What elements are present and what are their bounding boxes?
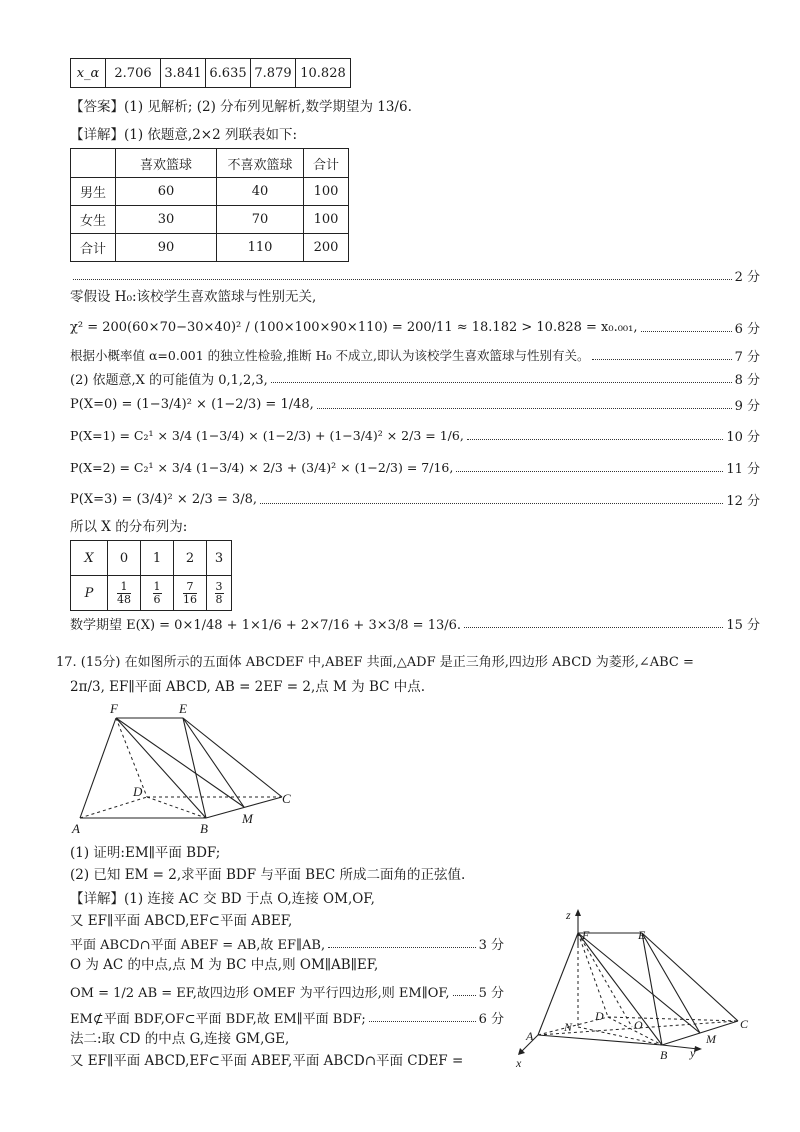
solution-line: 又 EF∥平面 ABCD,EF⊂平面 ABEF,平面 ABCD∩平面 CDEF = — [70, 1053, 464, 1069]
p3-line: P(X=3) = (3/4)² × 2/3 = 3/8, — [70, 491, 258, 507]
dist-x-value: 1 — [141, 541, 174, 576]
dot-leader — [73, 279, 732, 280]
conclusion-line: 根据小概率值 α=0.001 的独立性检验,推断 H₀ 不成立,即认为该校学生喜欢篮球与性别有关。 — [70, 348, 590, 363]
cont-cell: 90 — [116, 234, 217, 262]
fig1-label: B — [200, 821, 208, 836]
fig2-label: A — [526, 1029, 534, 1043]
crit-cell: 10.828 — [296, 59, 351, 88]
score-label: 5 分 — [478, 985, 504, 1001]
prob-fraction: $\frac{3}{8}$ — [215, 579, 223, 606]
solution-line: 【详解】(1) 连接 AC 交 BD 于点 O,连接 OM,OF, — [70, 891, 375, 907]
dot-leader — [592, 359, 731, 360]
cont-cell: 200 — [304, 234, 349, 262]
fig2-label: N — [564, 1020, 573, 1034]
cont-cell: 合计 — [71, 234, 116, 262]
fig1-label: F — [110, 701, 118, 716]
fig1-label: D — [133, 784, 143, 799]
cont-cell: 30 — [116, 206, 217, 234]
score-label: 3 分 — [478, 937, 504, 953]
cont-header: 不喜欢篮球 — [217, 149, 304, 178]
prob-fraction: $\frac{7}{16}$ — [183, 579, 197, 606]
dot-leader — [369, 1021, 476, 1022]
fig2-label: C — [740, 1017, 749, 1031]
p1-line: P(X=1) = C₂¹ × 3/4 (1−3/4) × (1−2/3) + (1−3/4)² × 2/3 = 1/6, — [70, 427, 464, 443]
fig1-label: A — [72, 821, 80, 836]
dot-leader — [641, 331, 732, 332]
contingency-table — [70, 148, 349, 262]
fig1-label: C — [282, 791, 291, 806]
distribution-table — [70, 540, 232, 611]
question-17-line2: 2π/3, EF∥平面 ABCD, AB = 2EF = 2,点 M 为 BC 中点. — [70, 679, 426, 695]
dist-intro: 所以 X 的分布列为: — [70, 519, 188, 535]
score-label: 9 分 — [734, 398, 760, 414]
fig2-label: z — [566, 908, 571, 922]
dot-leader — [328, 947, 475, 948]
solution-line: OM = 1/2 AB = EF,故四边形 OMEF 为平行四边形,则 EM∥OF, — [70, 985, 450, 1001]
score-row — [70, 488, 760, 510]
p0-line: P(X=0) = (1−3/4)² × (1−2/3) = 1/48, — [70, 396, 314, 412]
fig2-label: E — [638, 928, 646, 942]
null-hypothesis: 零假设 H₀:该校学生喜欢篮球与性别无关, — [70, 289, 317, 305]
fig2-label: x — [516, 1056, 522, 1070]
solution-line: 法二:取 CD 的中点 G,连接 GM,GE, — [70, 1031, 290, 1047]
p2-line: P(X=2) = C₂¹ × 3/4 (1−3/4) × 2/3 + (3/4)² × (1−2/3) = 7/16, — [70, 459, 454, 475]
part2-line: (2) 依题意,X 的可能值为 0,1,2,3, — [70, 372, 268, 388]
dot-leader — [271, 382, 732, 383]
dot-leader — [467, 439, 724, 440]
score-label: 7 分 — [734, 349, 760, 365]
fig1-label: M — [242, 811, 253, 826]
cont-header: 合计 — [304, 149, 349, 178]
score-label: 11 分 — [726, 461, 760, 477]
cont-cell: 男生 — [71, 178, 116, 206]
fig2-label: M — [706, 1032, 716, 1046]
dist-x-value: 0 — [108, 541, 141, 576]
cont-header: 喜欢篮球 — [116, 149, 217, 178]
score-row — [70, 264, 760, 286]
score-row — [70, 424, 760, 446]
score-label: 6 分 — [478, 1011, 504, 1027]
score-label: 15 分 — [726, 617, 760, 633]
question-17-part2: (2) 已知 EM = 2,求平面 BDF 与平面 BEC 所成二面角的正弦值. — [70, 867, 466, 883]
dist-x-label: X — [71, 541, 108, 576]
score-label: 6 分 — [734, 321, 760, 337]
fig2-label: O — [634, 1018, 643, 1032]
score-row — [70, 612, 760, 634]
solution-line: EM⊄平面 BDF,OF⊂平面 BDF,故 EM∥平面 BDF; — [70, 1011, 366, 1027]
solution-line: 又 EF∥平面 ABCD,EF⊂平面 ABEF, — [70, 913, 293, 929]
dot-leader — [456, 471, 723, 472]
fig2-label: y — [690, 1046, 696, 1060]
score-row — [70, 344, 760, 366]
prob-fraction: $\frac{1}{48}$ — [117, 579, 131, 606]
score-row — [70, 316, 760, 338]
dist-x-value: 2 — [174, 541, 207, 576]
question-17-part1: (1) 证明:EM∥平面 BDF; — [70, 845, 221, 861]
score-label: 10 分 — [726, 429, 760, 445]
dot-leader — [317, 408, 732, 409]
score-label: 8 分 — [734, 372, 760, 388]
dot-leader — [453, 995, 476, 996]
dist-p-label: P — [71, 576, 108, 611]
coordinate-figure — [510, 905, 760, 1070]
crit-cell: 7.879 — [251, 59, 296, 88]
fig2-label: F — [582, 928, 590, 942]
dist-x-value: 3 — [207, 541, 232, 576]
cont-cell: 60 — [116, 178, 217, 206]
cont-header — [71, 149, 116, 178]
score-label: 2 分 — [734, 269, 760, 285]
score-row — [70, 393, 760, 415]
fig1-label: E — [179, 701, 187, 716]
critical-value-table — [70, 58, 351, 88]
cont-cell: 40 — [217, 178, 304, 206]
cont-cell: 110 — [217, 234, 304, 262]
cont-cell: 女生 — [71, 206, 116, 234]
dot-leader — [260, 503, 723, 504]
score-row — [70, 980, 504, 1002]
cont-cell: 70 — [217, 206, 304, 234]
crit-header: x_α — [71, 59, 106, 88]
cont-cell: 100 — [304, 178, 349, 206]
detail-intro: 【详解】(1) 依题意,2×2 列联表如下: — [70, 127, 298, 143]
crit-cell: 6.635 — [206, 59, 251, 88]
chi-square-line: χ² = 200(60×70−30×40)² / (100×100×90×110) = 200/11 ≈ 18.182 > 10.828 = x₀.₀₀₁, — [70, 319, 638, 335]
solution-line: O 为 AC 的中点,点 M 为 BC 中点,则 OM∥AB∥EF, — [70, 957, 379, 973]
expectation-line: 数学期望 E(X) = 0×1/48 + 1×1/6 + 2×7/16 + 3×3/8 = 13/6. — [70, 617, 462, 633]
question-17-line1: 17. (15分) 在如图所示的五面体 ABCDEF 中,ABEF 共面,△ADF 是正三角形,四边形 ABCD 为菱形,∠ABC = — [56, 655, 694, 670]
pentahedron-figure — [60, 700, 310, 842]
score-row — [70, 456, 760, 478]
crit-cell: 3.841 — [161, 59, 206, 88]
score-label: 12 分 — [726, 493, 760, 509]
score-row — [70, 367, 760, 389]
prob-fraction: $\frac{1}{6}$ — [153, 579, 161, 606]
dot-leader — [464, 627, 723, 628]
fig2-label: B — [660, 1048, 668, 1062]
answer-line: 【答案】(1) 见解析; (2) 分布列见解析,数学期望为 13/6. — [70, 99, 412, 115]
fig2-label: D — [595, 1009, 604, 1023]
score-row — [70, 932, 504, 954]
solution-line: 平面 ABCD∩平面 ABEF = AB,故 EF∥AB, — [70, 937, 326, 953]
cont-cell: 100 — [304, 206, 349, 234]
score-row — [70, 1006, 504, 1028]
crit-cell: 2.706 — [106, 59, 161, 88]
